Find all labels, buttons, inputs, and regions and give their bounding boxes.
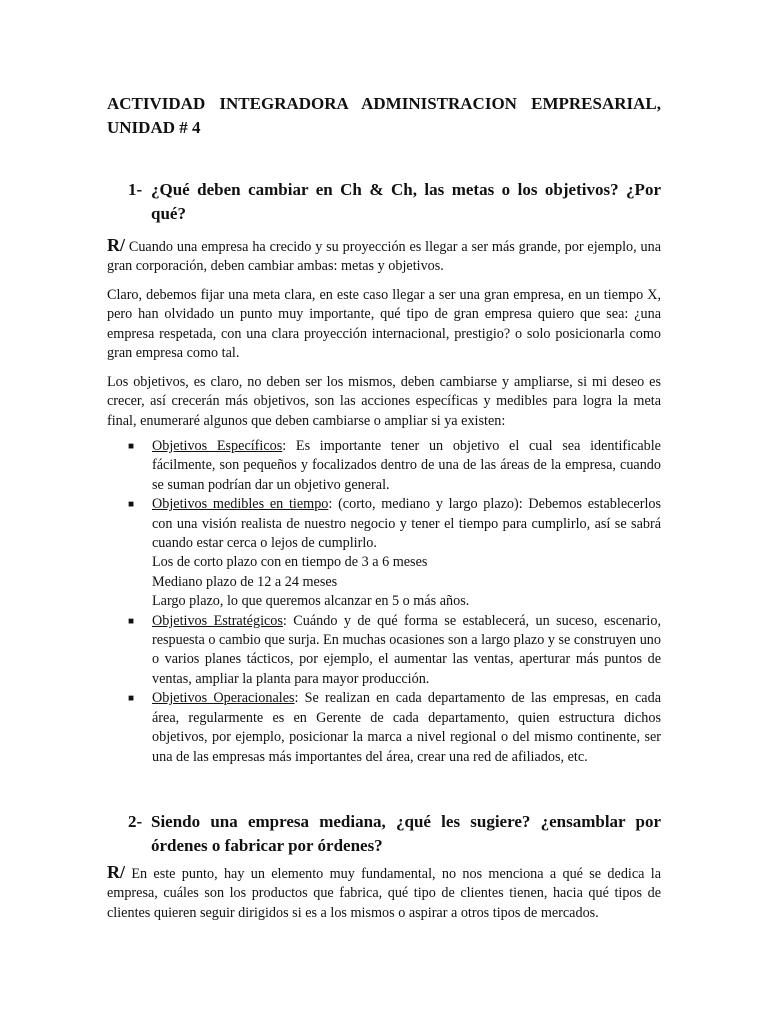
question-2-number: 2- <box>128 812 143 831</box>
answer-1-paragraph-2: Claro, debemos fijar una meta clara, en este caso llegar a ser una gran empresa, en un tiempo X, pero han olvidado un punto muy importante, qué tipo de gran empresa quiero que sea: ¿una empresa respetada, con una clara proyección internacional, prestigio? o solo posicionarla como gran empresa como tal. <box>107 287 661 362</box>
objectives-list <box>107 437 661 767</box>
answer-1-paragraph-3: Los objetivos, es claro, no deben ser los mismos, deben cambiarse y ampliarse, si mi deseo es crecer, así crecerán más objetivos, son las acciones específicas y medibles para logra la meta final, enumeraré algunos que deben cambiarse o ampliar si ya existen: <box>107 374 661 429</box>
answer-2-text: En este punto, hay un elemento muy fundamental, no nos menciona a qué se dedica la empresa, cuáles son los productos que fabrica, qué tipo de clientes tienen, hacia qué tipos de clientes quieren seguir dirigidos si es a los mismos o aspirar a otros tipos de mercados. <box>107 866 661 921</box>
list-item-text: : Se realizan en cada departamento de las empresas, en cada área, regularmente es en Gerente de cada departamento, quien estructura dichos objetivos, por ejemplo, posicionar la marca a nivel regional o del mismo continente, ser una de las empresas más importantes del área, crear una red de afiliados, etc. <box>152 690 661 765</box>
list-item-text: : (corto, mediano y largo plazo): Debemos establecerlos con una visión realista de nuestro negocio y tener el tiempo para cumplirlo, así se sabrá cuando estar cerca o lejos de cumplirlo. <box>152 496 662 552</box>
question-2-text: Siendo una empresa mediana, ¿qué les sugiere? ¿ensamblar por órdenes o fabricar por órdenes? <box>151 812 661 855</box>
question-1 <box>130 178 661 226</box>
list-item <box>107 437 661 495</box>
list-item-label: Objetivos medibles en tiempo <box>152 496 329 513</box>
question-1-text: ¿Qué deben cambiar en Ch & Ch, las metas o los objetivos? ¿Por qué? <box>151 180 661 223</box>
list-item-subline: Largo plazo, lo que queremos alcanzar en 5 o más años. <box>152 593 470 610</box>
answer-2-paragraph <box>107 863 661 923</box>
list-item <box>107 612 661 690</box>
square-bullet-icon: ■ <box>128 499 135 511</box>
list-item-text: : Cuándo y de qué forma se establecerá, un suceso, escenario, respuesta o cambio que surja. En muchas ocasiones son a largo plazo y se construyen uno o varios planes tácticos, por ejemplo, el aumentar las ventas, aperturar más puntos de ventas, ampliar la planta para mayor producción. <box>152 612 661 687</box>
square-bullet-icon: ■ <box>128 615 135 627</box>
list-item <box>107 495 661 611</box>
answer-1-mark: R/ <box>107 235 125 255</box>
question-2 <box>130 810 661 858</box>
square-bullet-icon: ■ <box>128 441 135 452</box>
list-item <box>107 689 661 767</box>
list-item-subline: Mediano plazo de 12 a 24 meses <box>152 573 338 590</box>
answer-1-text: Cuando una empresa ha crecido y su proyección es llegar a ser más grande, por ejemplo, una gran corporación, deben cambiar ambas: metas y objetivos. <box>107 239 661 275</box>
answer-2-mark: R/ <box>107 862 125 882</box>
question-1-number: 1- <box>128 180 143 199</box>
list-item-label: Objetivos Estratégicos <box>152 612 283 629</box>
list-item-text: : Es importante tener un objetivo el cual sea identificable fácilmente, son pequeños y focalizados dentro de una de las áreas de la empresa, cuando se suman podrían dar un objetivo general. <box>152 438 661 493</box>
list-item-subline: Los de corto plazo con en tiempo de 3 a 6 meses <box>152 554 428 571</box>
list-item-label: Objetivos Específicos <box>152 438 283 454</box>
answer-1-paragraph-1 <box>107 236 661 277</box>
document-title: ACTIVIDAD INTEGRADORA ADMINISTRACION EMPRESARIAL, UNIDAD # 4 <box>107 94 661 137</box>
list-item-label: Objetivos Operacionales <box>152 690 295 707</box>
square-bullet-icon: ■ <box>128 693 135 705</box>
